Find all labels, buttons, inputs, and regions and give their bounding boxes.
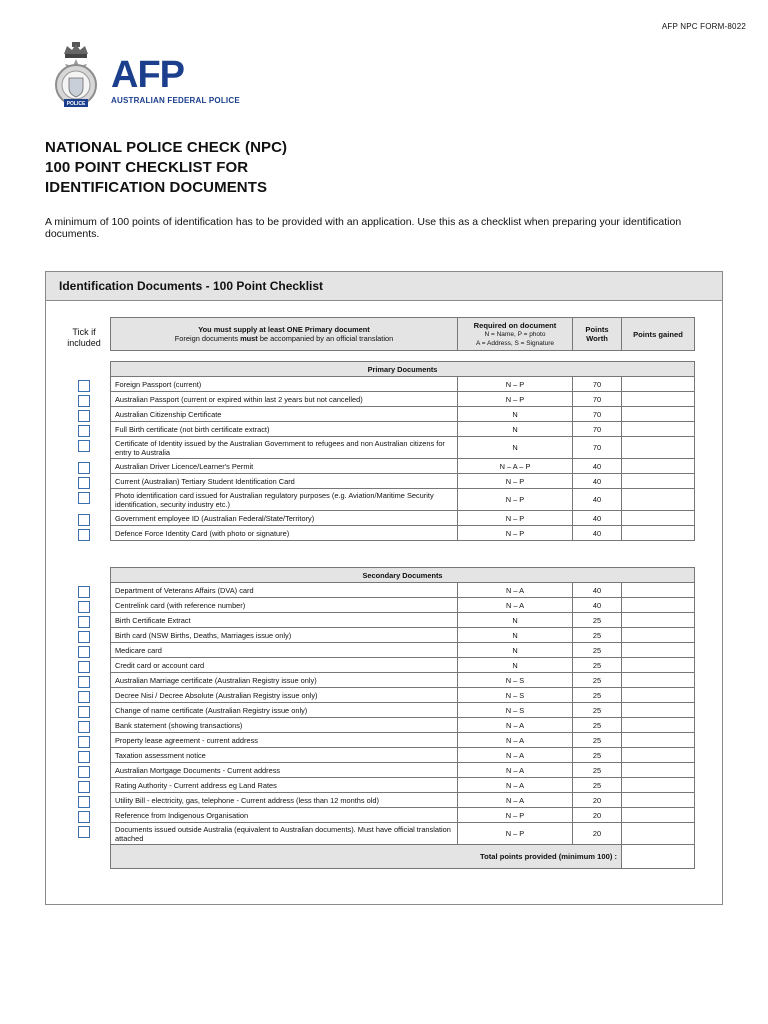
required-fields: N – A: [458, 748, 573, 763]
points-gained-cell[interactable]: [622, 489, 695, 511]
document-name: Centrelink card (with reference number): [111, 598, 458, 613]
required-fields: N – P: [458, 489, 573, 511]
include-checkbox[interactable]: [78, 410, 90, 422]
points-worth: 40: [573, 489, 622, 511]
svg-text:POLICE: POLICE: [66, 101, 86, 107]
include-checkbox[interactable]: [78, 646, 90, 658]
document-name: Reference from Indigenous Organisation: [111, 808, 458, 823]
title-line: 100 POINT CHECKLIST FOR: [45, 159, 249, 176]
table-row: [111, 392, 695, 407]
document-name: Birth Certificate Extract: [111, 613, 458, 628]
table-row: [111, 459, 695, 474]
points-gained-cell[interactable]: [622, 437, 695, 459]
document-name: Credit card or account card: [111, 658, 458, 673]
points-gained-cell[interactable]: [622, 613, 695, 628]
document-column-header: You must supply at least ONE Primary document Foreign documents must be accompanied by an official translation: [111, 318, 458, 351]
points-gained-cell[interactable]: [622, 474, 695, 489]
table-row: [111, 422, 695, 437]
points-worth: 40: [573, 459, 622, 474]
points-worth: 70: [573, 422, 622, 437]
include-checkbox[interactable]: [78, 811, 90, 823]
include-checkbox[interactable]: [78, 826, 90, 838]
document-name: Utility Bill - electricity, gas, telephone - Current address (less than 12 months old): [111, 793, 458, 808]
include-checkbox[interactable]: [78, 676, 90, 688]
document-name: Rating Authority - Current address eg Land Rates: [111, 778, 458, 793]
document-name: Defence Force Identity Card (with photo or signature): [111, 526, 458, 541]
table-row: [111, 778, 695, 793]
required-fields: N – P: [458, 377, 573, 392]
intro-text: A minimum of 100 points of identification has to be provided with an application. Use this as a checklist when preparing your identification documents.: [45, 216, 682, 240]
table-row: [111, 643, 695, 658]
required-fields: N – A: [458, 793, 573, 808]
points-gained-cell[interactable]: [622, 422, 695, 437]
primary-documents-table: [110, 361, 695, 541]
required-fields: N – S: [458, 703, 573, 718]
table-row: [111, 763, 695, 778]
document-name: Foreign Passport (current): [111, 377, 458, 392]
points-worth-column-header: Points Worth: [573, 318, 622, 351]
required-fields: N: [458, 613, 573, 628]
required-fields: N: [458, 628, 573, 643]
points-worth: 25: [573, 718, 622, 733]
logo-abbreviation: AFP: [111, 53, 184, 96]
document-name: Bank statement (showing transactions): [111, 718, 458, 733]
points-worth: 25: [573, 703, 622, 718]
points-gained-cell[interactable]: [622, 718, 695, 733]
include-checkbox[interactable]: [78, 706, 90, 718]
include-checkbox[interactable]: [78, 631, 90, 643]
points-worth: 20: [573, 793, 622, 808]
table-row: [111, 703, 695, 718]
required-fields: N – P: [458, 808, 573, 823]
points-worth: 25: [573, 613, 622, 628]
include-checkbox[interactable]: [78, 440, 90, 452]
table-row: [111, 673, 695, 688]
include-checkbox[interactable]: [78, 616, 90, 628]
points-worth: 40: [573, 526, 622, 541]
secondary-documents-table: [110, 567, 695, 869]
required-fields: N: [458, 643, 573, 658]
required-column-header: Required on document N = Name, P = photo A = Address, S = Signature: [458, 318, 573, 351]
total-points-label: Total points provided (minimum 100) :: [111, 845, 622, 869]
table-row: [111, 598, 695, 613]
include-checkbox[interactable]: [78, 736, 90, 748]
primary-section-title: Primary Documents: [111, 362, 695, 377]
table-row: [111, 583, 695, 598]
points-gained-cell[interactable]: [622, 793, 695, 808]
afp-logo: [45, 40, 240, 114]
document-name: Birth card (NSW Births, Deaths, Marriages issue only): [111, 628, 458, 643]
points-gained-cell[interactable]: [622, 733, 695, 748]
points-gained-cell[interactable]: [622, 808, 695, 823]
table-row: [111, 688, 695, 703]
include-checkbox[interactable]: [78, 751, 90, 763]
afp-crest-icon: [45, 40, 107, 114]
table-row: [111, 628, 695, 643]
points-worth: 40: [573, 598, 622, 613]
checklist-panel: [45, 271, 723, 905]
panel-title: Identification Documents - 100 Point Checklist: [46, 272, 722, 301]
table-row: [111, 489, 695, 511]
points-worth: 25: [573, 688, 622, 703]
points-worth: 20: [573, 823, 622, 845]
required-fields: N: [458, 422, 573, 437]
checklist-header-table: [110, 317, 695, 351]
table-row: [111, 526, 695, 541]
table-row: [111, 808, 695, 823]
table-row: [111, 823, 695, 845]
document-name: Full Birth certificate (not birth certificate extract): [111, 422, 458, 437]
points-worth: 25: [573, 658, 622, 673]
points-gained-cell[interactable]: [622, 823, 695, 845]
table-row: [111, 658, 695, 673]
document-name: Decree Nisi / Decree Absolute (Australian Registry issue only): [111, 688, 458, 703]
table-row: [111, 613, 695, 628]
document-name: Property lease agreement - current address: [111, 733, 458, 748]
document-name: Documents issued outside Australia (equivalent to Australian documents). Must have official translation attached: [111, 823, 458, 845]
include-checkbox[interactable]: [78, 492, 90, 504]
required-fields: N – P: [458, 823, 573, 845]
required-fields: N – A: [458, 733, 573, 748]
points-worth: 25: [573, 643, 622, 658]
include-checkbox[interactable]: [78, 601, 90, 613]
total-points-input[interactable]: [622, 845, 695, 869]
points-gained-cell[interactable]: [622, 748, 695, 763]
include-checkbox[interactable]: [78, 514, 90, 526]
required-fields: N – S: [458, 673, 573, 688]
required-fields: N: [458, 658, 573, 673]
include-checkbox[interactable]: [78, 380, 90, 392]
include-checkbox[interactable]: [78, 661, 90, 673]
points-gained-cell[interactable]: [622, 511, 695, 526]
table-row: [111, 733, 695, 748]
points-worth: 25: [573, 733, 622, 748]
points-worth: 25: [573, 778, 622, 793]
include-checkbox[interactable]: [78, 781, 90, 793]
document-name: Australian Driver Licence/Learner's Permit: [111, 459, 458, 474]
table-row: [111, 748, 695, 763]
points-worth: 40: [573, 511, 622, 526]
table-row: [111, 407, 695, 422]
tick-column-label: Tick if included: [67, 327, 101, 348]
required-fields: N – P: [458, 511, 573, 526]
points-gained-cell[interactable]: [622, 658, 695, 673]
include-checkbox[interactable]: [78, 691, 90, 703]
points-worth: 70: [573, 407, 622, 422]
document-name: Government employee ID (Australian Federal/State/Territory): [111, 511, 458, 526]
include-checkbox[interactable]: [78, 425, 90, 437]
required-fields: N: [458, 407, 573, 422]
points-worth: 25: [573, 748, 622, 763]
document-name: Current (Australian) Tertiary Student Identification Card: [111, 474, 458, 489]
document-name: Change of name certificate (Australian Registry issue only): [111, 703, 458, 718]
table-row: [111, 718, 695, 733]
points-gained-column-header: Points gained: [622, 318, 695, 351]
required-fields: N – A: [458, 778, 573, 793]
required-fields: N – P: [458, 474, 573, 489]
document-name: Taxation assessment notice: [111, 748, 458, 763]
points-worth: 70: [573, 437, 622, 459]
include-checkbox[interactable]: [78, 796, 90, 808]
points-gained-cell[interactable]: [622, 459, 695, 474]
page-title: [45, 138, 287, 198]
form-code: AFP NPC FORM-8022: [661, 22, 746, 31]
table-row: [111, 511, 695, 526]
points-gained-cell[interactable]: [622, 673, 695, 688]
document-name: Australian Marriage certificate (Australian Registry issue only): [111, 673, 458, 688]
points-worth: 20: [573, 808, 622, 823]
include-checkbox[interactable]: [78, 586, 90, 598]
document-name: Australian Passport (current or expired within last 2 years but not cancelled): [111, 392, 458, 407]
required-fields: N – A: [458, 598, 573, 613]
required-fields: N: [458, 437, 573, 459]
document-name: Department of Veterans Affairs (DVA) card: [111, 583, 458, 598]
points-gained-cell[interactable]: [622, 392, 695, 407]
logo-organisation-name: AUSTRALIAN FEDERAL POLICE: [111, 95, 240, 105]
points-gained-cell[interactable]: [622, 643, 695, 658]
points-gained-cell[interactable]: [622, 703, 695, 718]
include-checkbox[interactable]: [78, 395, 90, 407]
secondary-section-title: Secondary Documents: [111, 568, 695, 583]
table-row: [111, 793, 695, 808]
points-gained-cell[interactable]: [622, 763, 695, 778]
document-name: Photo identification card issued for Australian regulatory purposes (e.g. Aviation/Maritime Security identification, security industry etc.): [111, 489, 458, 511]
points-gained-cell[interactable]: [622, 583, 695, 598]
document-name: Medicare card: [111, 643, 458, 658]
points-worth: 25: [573, 763, 622, 778]
table-row: [111, 377, 695, 392]
total-row: [111, 845, 695, 869]
required-fields: N – A: [458, 583, 573, 598]
points-gained-cell[interactable]: [622, 778, 695, 793]
points-worth: 40: [573, 474, 622, 489]
points-gained-cell[interactable]: [622, 598, 695, 613]
required-fields: N – P: [458, 392, 573, 407]
title-line: NATIONAL POLICE CHECK (NPC): [45, 139, 288, 156]
include-checkbox[interactable]: [78, 462, 90, 474]
required-fields: N – A: [458, 763, 573, 778]
document-name: Australian Mortgage Documents - Current address: [111, 763, 458, 778]
points-gained-cell[interactable]: [622, 407, 695, 422]
points-worth: 70: [573, 392, 622, 407]
include-checkbox[interactable]: [78, 529, 90, 541]
points-worth: 40: [573, 583, 622, 598]
points-gained-cell[interactable]: [622, 377, 695, 392]
include-checkbox[interactable]: [78, 721, 90, 733]
points-gained-cell[interactable]: [622, 628, 695, 643]
document-name: Australian Citizenship Certificate: [111, 407, 458, 422]
document-name: Certificate of Identity issued by the Australian Government to refugees and non Australian citizens for entry to Australia: [111, 437, 458, 459]
table-row: [111, 474, 695, 489]
points-gained-cell[interactable]: [622, 688, 695, 703]
title-line: IDENTIFICATION DOCUMENTS: [45, 179, 268, 196]
points-gained-cell[interactable]: [622, 526, 695, 541]
include-checkbox[interactable]: [78, 477, 90, 489]
required-fields: N – A: [458, 718, 573, 733]
points-worth: 25: [573, 673, 622, 688]
points-worth: 70: [573, 377, 622, 392]
required-fields: N – P: [458, 526, 573, 541]
required-fields: N – S: [458, 688, 573, 703]
required-fields: N – A – P: [458, 459, 573, 474]
table-row: [111, 437, 695, 459]
points-worth: 25: [573, 628, 622, 643]
include-checkbox[interactable]: [78, 766, 90, 778]
